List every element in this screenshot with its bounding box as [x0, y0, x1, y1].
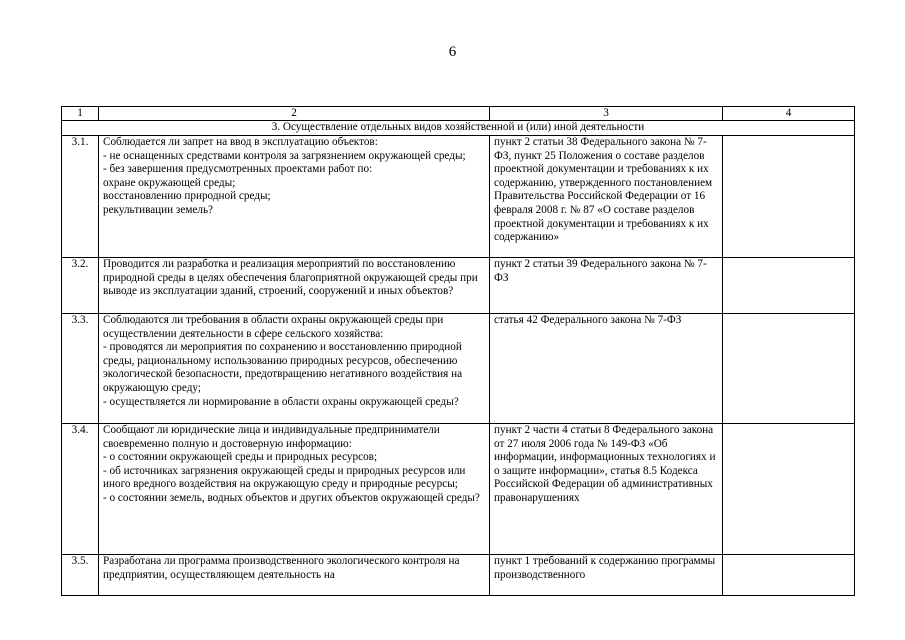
table-row	[62, 258, 855, 314]
row-note	[723, 555, 855, 596]
row-note	[723, 136, 855, 258]
section-row	[62, 121, 855, 136]
row-reference: пункт 1 требований к содержанию программы производственного	[490, 555, 723, 596]
row-reference: пункт 2 статьи 39 Федерального закона № 7-ФЗ	[490, 258, 723, 314]
table-row	[62, 424, 855, 555]
row-number: 3.4.	[62, 424, 99, 555]
column-header-1: 1	[62, 107, 99, 121]
table-row	[62, 314, 855, 424]
row-question: Проводится ли разработка и реализация мероприятий по восстановлению природной среды в целях обеспечения благоприятной окружающей среды при выводе из эксплуатации зданий, строений, сооружений и иных объектов?	[99, 258, 490, 314]
table-row	[62, 555, 855, 596]
row-note	[723, 314, 855, 424]
row-number: 3.1.	[62, 136, 99, 258]
row-note	[723, 424, 855, 555]
row-question: Разработана ли программа производственного экологического контроля на предприятии, осуществляющем деятельность на	[99, 555, 490, 596]
column-header-3: 3	[490, 107, 723, 121]
row-question: Соблюдаются ли требования в области охраны окружающей среды при осуществлении деятельности в сфере сельского хозяйства: - проводятся ли мероприятия по сохранению и восстановлению природной среды, рациональному использованию природных ресурсов, обеспечению экологической безопасности, предотвращению негативного воздействия на окружающую среду; - осуществляется ли нормирование в области охраны окружающей среды?	[99, 314, 490, 424]
row-number: 3.5.	[62, 555, 99, 596]
inspection-checklist-table	[61, 106, 855, 596]
row-reference: пункт 2 части 4 статьи 8 Федерального закона от 27 июля 2006 года № 149-ФЗ «Об информации, информационных технологиях и о защите информации», статья 8.5 Кодекса Российской Федерации об административных правонарушениях	[490, 424, 723, 555]
table-header-row	[62, 107, 855, 121]
section-title: 3. Осуществление отдельных видов хозяйственной и (или) иной деятельности	[62, 121, 855, 136]
column-header-2: 2	[99, 107, 490, 121]
row-question: Сообщают ли юридические лица и индивидуальные предприниматели своевременно полную и достоверную информацию: - о состоянии окружающей среды и природных ресурсов; - об источниках загрязнения окружающей среды и природных ресурсов или иного вредного воздействия на окружающую среду и природные ресурсы; - о состоянии земель, водных объектов и других объектов окружающей среды?	[99, 424, 490, 555]
column-header-4: 4	[723, 107, 855, 121]
page-number: 6	[448, 44, 457, 60]
row-question: Соблюдается ли запрет на ввод в эксплуатацию объектов: - не оснащенных средствами контроля за загрязнением окружающей среды; - без завершения предусмотренных проектами работ по: охране окружающей среды; восстановлению природной среды; рекультивации земель?	[99, 136, 490, 258]
row-reference: пункт 2 статьи 38 Федерального закона № 7-ФЗ, пункт 25 Положения о составе разделов проектной документации и требованиях к их содержанию, утвержденного постановлением Правительства Российской Федерации от 16 февраля 2008 г. № 87 «О составе разделов проектной документации и требованиях к их содержанию»	[490, 136, 723, 258]
row-reference: статья 42 Федерального закона № 7-ФЗ	[490, 314, 723, 424]
row-number: 3.3.	[62, 314, 99, 424]
table-row	[62, 136, 855, 258]
row-note	[723, 258, 855, 314]
row-number: 3.2.	[62, 258, 99, 314]
